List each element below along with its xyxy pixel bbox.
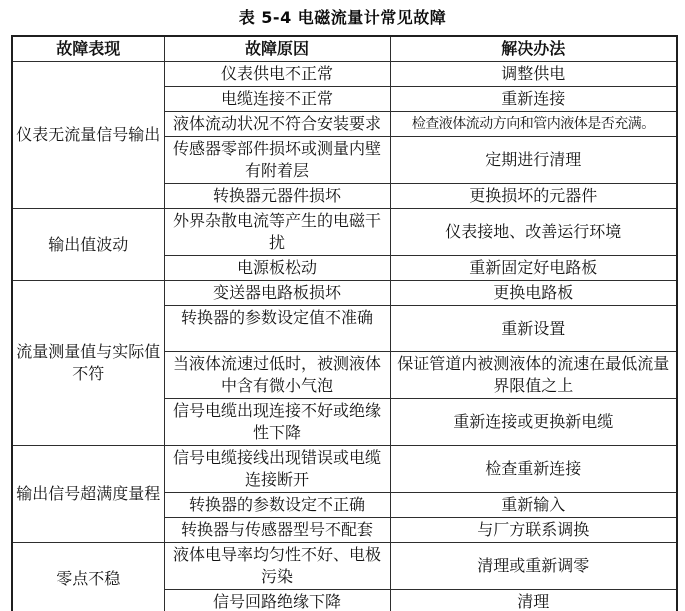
table-row [12,62,677,87]
cause-cell: 转换器元器件损坏 [164,184,390,209]
table-row [12,209,677,256]
cause-cell: 信号电缆接线出现错误或电缆连接断开 [164,446,390,493]
cause-cell: 当液体流速过低时，被测液体中含有微小气泡 [164,352,390,399]
solution-cell: 与厂方联系调换 [390,518,677,543]
symptom-cell: 零点不稳 [12,543,164,611]
col-header-symptom: 故障表现 [12,36,164,62]
solution-cell: 仪表接地、改善运行环境 [390,209,677,256]
cause-cell: 液体电导率均匀性不好、电极污染 [164,543,390,590]
cause-cell: 电源板松动 [164,256,390,281]
table-title: 表 5-4 电磁流量计常见故障 [238,8,447,27]
symptom-cell: 流量测量值与实际值不符 [12,281,164,446]
solution-cell: 更换电路板 [390,281,677,306]
cause-cell: 变送器电路板损坏 [164,281,390,306]
col-header-solution: 解决办法 [390,36,677,62]
cause-cell: 电缆连接不正常 [164,87,390,112]
solution-cell: 重新固定好电路板 [390,256,677,281]
cause-cell: 转换器与传感器型号不配套 [164,518,390,543]
table-row [12,543,677,590]
cause-cell: 信号电缆出现连接不好或绝缘性下降 [164,399,390,446]
solution-cell: 定期进行清理 [390,137,677,184]
cause-cell: 转换器的参数设定不正确 [164,493,390,518]
header-row [12,36,677,62]
solution-cell: 清理或重新调零 [390,543,677,590]
symptom-cell: 仪表无流量信号输出 [12,62,164,209]
solution-cell: 清理 [390,590,677,611]
solution-cell: 保证管道内被测液体的流速在最低流量界限值之上 [390,352,677,399]
solution-cell: 重新输入 [390,493,677,518]
symptom-cell: 输出值波动 [12,209,164,281]
cause-cell: 仪表供电不正常 [164,62,390,87]
solution-cell: 调整供电 [390,62,677,87]
solution-cell: 重新连接或更换新电缆 [390,399,677,446]
cause-cell: 信号回路绝缘下降 [164,590,390,611]
fault-table [11,35,678,611]
table-row [12,281,677,306]
solution-cell: 重新连接 [390,87,677,112]
cause-cell: 传感器零部件损坏或测量内壁有附着层 [164,137,390,184]
solution-cell: 重新设置 [390,306,677,352]
solution-cell: 检查重新连接 [390,446,677,493]
table-row [12,446,677,493]
col-header-cause: 故障原因 [164,36,390,62]
cause-cell: 外界杂散电流等产生的电磁干扰 [164,209,390,256]
solution-cell: 检查液体流动方向和管内液体是否充满。 [390,112,677,137]
solution-cell: 更换损坏的元器件 [390,184,677,209]
cause-cell: 转换器的参数设定值不准确 [164,306,390,352]
cause-cell: 液体流动状况不符合安装要求 [164,112,390,137]
symptom-cell: 输出信号超满度量程 [12,446,164,543]
